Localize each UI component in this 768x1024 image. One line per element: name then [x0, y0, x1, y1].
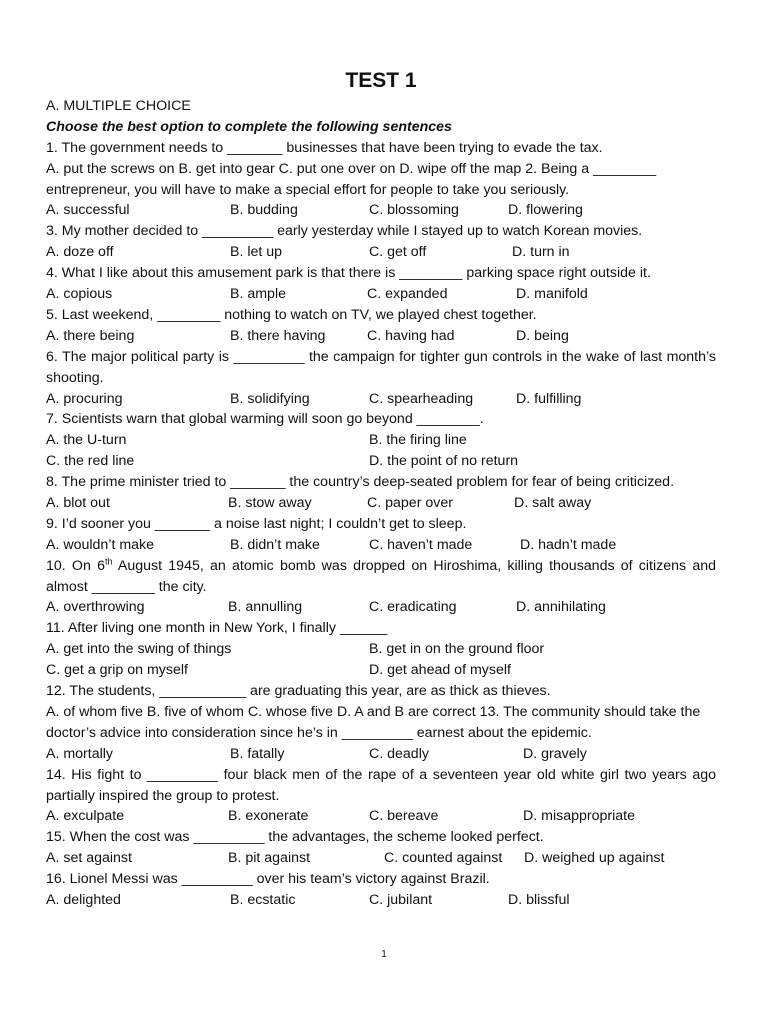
- question-4-options: [46, 284, 716, 305]
- option-a: A. set against: [46, 850, 132, 867]
- option-b: B. there having: [230, 327, 326, 344]
- question-7-options-row-2: [46, 451, 716, 472]
- option-c: C. blossoming: [369, 202, 459, 219]
- option-a: A. get into the swing of things: [46, 641, 232, 658]
- question-14: 14. His fight to _________ four black men of the rape of a seventeen year old white girl two years ago partially inspired the group to protest.: [46, 766, 716, 804]
- option-c: C. haven’t made: [369, 536, 473, 553]
- option-a: A. successful: [46, 202, 130, 219]
- test-title: TEST 1: [345, 69, 417, 92]
- question-10: [46, 556, 716, 598]
- question-15-options: [46, 848, 716, 869]
- option-b: B. stow away: [228, 495, 312, 511]
- option-c: C. counted against: [384, 850, 503, 867]
- option-a: A. procuring: [46, 390, 123, 407]
- option-d: D. hadn’t made: [520, 536, 617, 553]
- question-3: 3. My mother decided to _________ early yesterday while I stayed up to watch Korean movies.: [46, 223, 643, 240]
- option-c: C. get a grip on myself: [46, 662, 188, 679]
- question-10-text-start: 10. On 6: [46, 557, 105, 574]
- option-a: A. blot out: [46, 495, 110, 511]
- option-b: B. ecstatic: [230, 892, 296, 909]
- question-11-options-row-2: [46, 660, 716, 681]
- question-1: 1. The government needs to _______ businesses that have been trying to evade the tax.: [46, 139, 603, 156]
- question-16: 16. Lionel Messi was _________ over his team’s victory against Brazil.: [46, 871, 490, 888]
- question-5: 5. Last weekend, ________ nothing to watch on TV, we played chest together.: [46, 306, 537, 323]
- question-10-options: [46, 597, 716, 618]
- option-b: B. the firing line: [369, 432, 467, 449]
- option-d: D. being: [516, 327, 569, 344]
- question-6-options: [46, 389, 716, 410]
- option-d: D. misappropriate: [523, 808, 635, 825]
- option-c: C. jubilant: [369, 892, 433, 909]
- option-c: C. deadly: [369, 745, 429, 762]
- question-5-options: [46, 326, 716, 347]
- question-4: 4. What I like about this amusement park is that there is ________ parking space right outside it.: [46, 265, 651, 282]
- option-d: D. flowering: [508, 202, 583, 219]
- option-b: B. solidifying: [230, 390, 310, 407]
- option-d: D. annihilating: [516, 599, 606, 616]
- instruction-text: Choose the best option to complete the following sentences: [46, 118, 452, 135]
- option-d: D. fulfilling: [516, 390, 582, 407]
- question-3-options: [46, 242, 716, 263]
- question-8-options: [46, 493, 716, 514]
- option-b: B. exonerate: [228, 808, 309, 825]
- question-12: 12. The students, ___________ are graduating this year, are as thick as thieves.: [46, 683, 551, 700]
- option-d: D. turn in: [512, 244, 570, 261]
- section-heading: A. MULTIPLE CHOICE: [46, 98, 191, 114]
- option-a: A. doze off: [46, 244, 114, 261]
- document-page: [46, 66, 716, 911]
- question-9: 9. I’d sooner you _______ a noise last night; I couldn’t get to sleep.: [46, 515, 467, 532]
- option-d: D. salt away: [514, 495, 592, 511]
- option-c: C. bereave: [369, 808, 439, 825]
- option-a: A. delighted: [46, 892, 121, 909]
- option-b: B. get in on the ground floor: [369, 641, 545, 658]
- question-7-options-row-1: [46, 430, 716, 451]
- question-10-text-end: August 1945, an atomic bomb was dropped on Hiroshima, killing thousands of citizens and almost ________ the city.: [46, 557, 716, 595]
- option-d: D. get ahead of myself: [369, 662, 511, 679]
- question-8: 8. The prime minister tried to _______ the country’s deep-seated problem for fear of being criticized.: [46, 474, 675, 491]
- question-11: 11. After living one month in New York, I finally ______: [46, 620, 388, 637]
- option-a: A. exculpate: [46, 808, 125, 825]
- option-a: A. the U-turn: [46, 432, 127, 449]
- option-b: B. ample: [230, 286, 286, 303]
- option-d: D. the point of no return: [369, 453, 519, 470]
- option-c: C. having had: [367, 327, 455, 344]
- option-b: B. let up: [230, 244, 283, 261]
- option-d: D. weighed up against: [524, 850, 665, 867]
- question-7: 7. Scientists warn that global warming will soon go beyond ________.: [46, 411, 484, 428]
- question-9-options: [46, 535, 716, 556]
- option-c: C. the red line: [46, 453, 135, 470]
- question-16-options: [46, 890, 716, 911]
- option-a: A. mortally: [46, 745, 114, 762]
- question-2-options: [46, 200, 716, 221]
- option-d: D. manifold: [516, 286, 588, 303]
- question-15: 15. When the cost was _________ the advantages, the scheme looked perfect.: [46, 829, 544, 846]
- page-number: 1: [381, 949, 387, 960]
- option-c: C. spearheading: [369, 390, 474, 407]
- option-c: C. expanded: [367, 286, 448, 303]
- question-6: 6. The major political party is _________ the campaign for tighter gun controls in the wake of last month’s shooting.: [46, 348, 716, 386]
- ordinal-suffix: th: [104, 555, 113, 566]
- option-b: B. fatally: [230, 745, 285, 762]
- option-d: D. gravely: [523, 745, 587, 762]
- option-c: C. paper over: [367, 495, 453, 511]
- option-a: A. copious: [46, 286, 113, 303]
- option-a: A. overthrowing: [46, 599, 145, 616]
- question-12-options-and-question-13: A. of whom five B. five of whom C. whose five D. A and B are correct 13. The community should take the doctor’s advice into consideration since he’s in _________ earnest about the epidemic.: [46, 703, 701, 741]
- question-14-options: [46, 806, 716, 827]
- option-c: C. eradicating: [369, 599, 457, 616]
- option-c: C. get off: [369, 244, 427, 261]
- option-a: A. wouldn’t make: [46, 536, 155, 553]
- option-a: A. there being: [46, 327, 135, 344]
- question-13-options: [46, 744, 716, 765]
- option-b: B. budding: [230, 202, 298, 219]
- option-b: B. pit against: [228, 850, 311, 867]
- question-11-options-row-1: [46, 639, 716, 660]
- question-1-options-and-question-2: A. put the screws on B. get into gear C. put one over on D. wipe off the map 2. Being a ________ entrepreneur, you will have to make a special effort for people to take you seriously.: [46, 160, 657, 198]
- option-b: B. didn’t make: [230, 536, 320, 553]
- option-b: B. annulling: [228, 599, 303, 616]
- option-d: D. blissful: [508, 892, 570, 909]
